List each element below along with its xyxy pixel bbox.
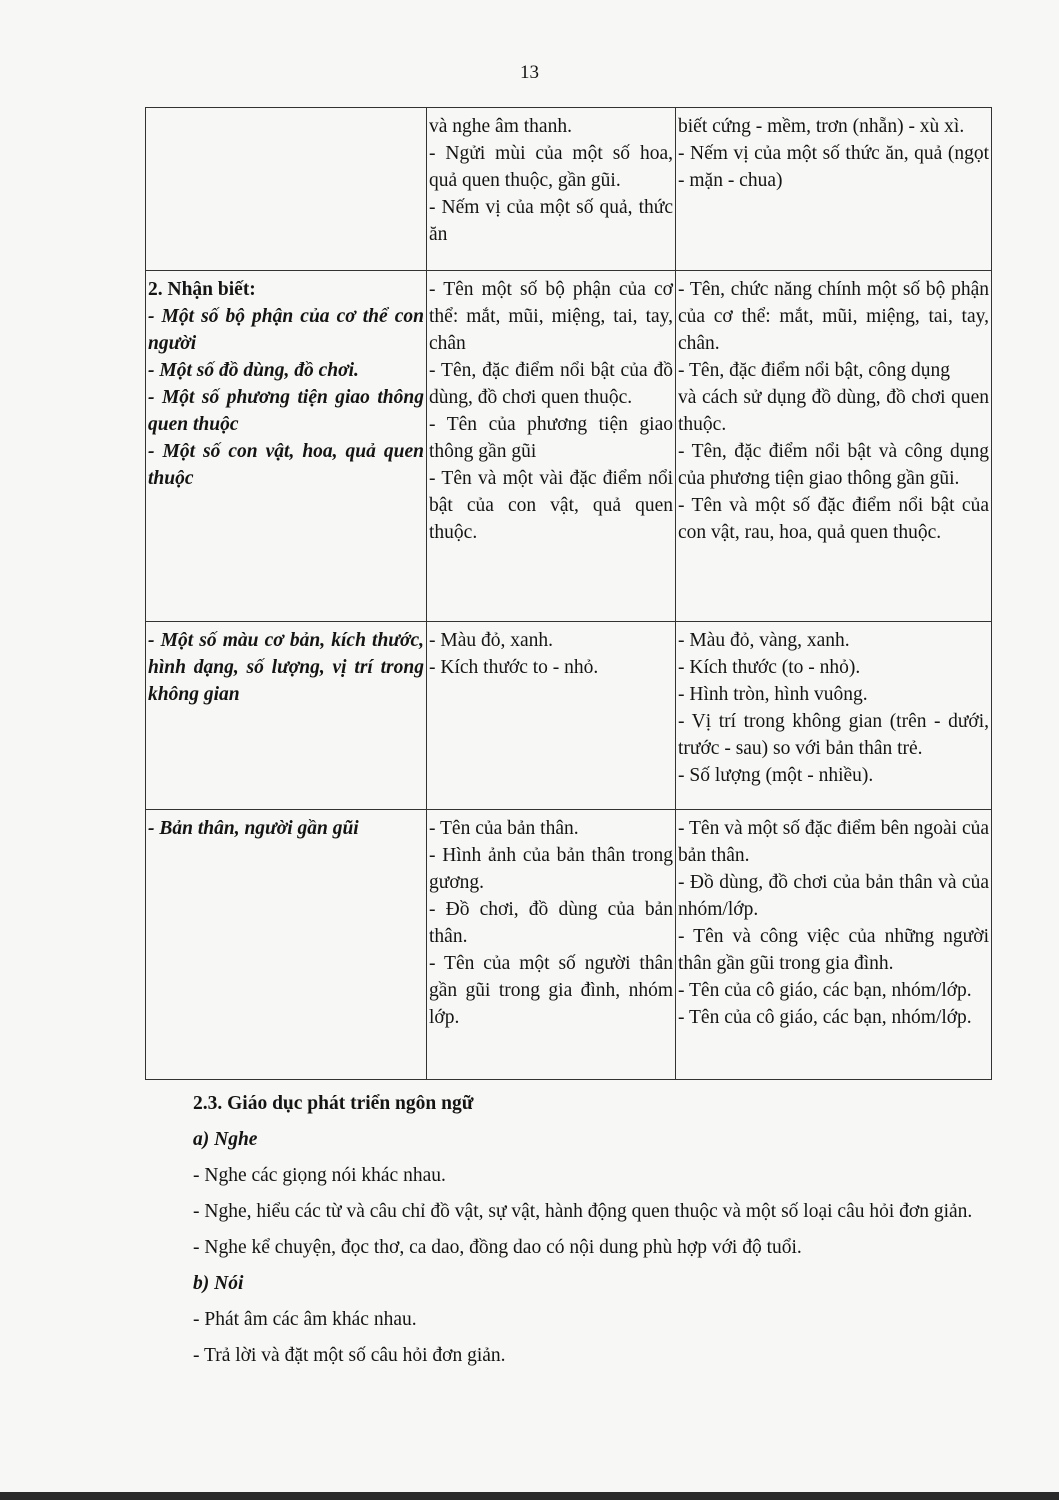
table-row	[146, 271, 992, 622]
cell-line: - Tên, đặc điểm nổi bật, công dụng	[678, 360, 951, 381]
cell-line: - Kích thước (to - nhỏ).	[678, 657, 861, 678]
cell-line: - Tên của bản thân.	[429, 818, 579, 839]
cell-line: - Tên và một số đặc điểm bên ngoài của bản thân.	[678, 818, 990, 866]
list-item: - Nghe kể chuyện, đọc thơ, ca dao, đồng dao có nội dung phù hợp với độ tuổi.	[193, 1237, 802, 1258]
cell-line: - Đồ dùng, đồ chơi của bản thân và của nhóm/lớp.	[678, 872, 989, 920]
cell-line: - Tên, đặc điểm nổi bật của đồ dùng, đồ chơi quen thuộc.	[429, 360, 673, 408]
cell-line: - Hình ảnh của bản thân trong gương.	[429, 845, 673, 893]
row2-col2	[427, 271, 676, 622]
cell-line: và nghe âm thanh.	[429, 116, 572, 137]
row1-col3	[676, 108, 992, 271]
table-row	[146, 810, 992, 1080]
row3-col2	[427, 622, 676, 810]
cell-line: - Một số đồ dùng, đồ chơi.	[148, 360, 359, 381]
list-item: - Phát âm các âm khác nhau.	[193, 1309, 417, 1330]
cell-line: - Màu đỏ, vàng, xanh.	[678, 630, 850, 651]
cell-line: - Tên một số bộ phận của cơ thể: mắt, mũi, miệng, tai, tay, chân	[429, 279, 673, 354]
cell-line: - Tên của cô giáo, các bạn, nhóm/lớp.	[678, 1007, 972, 1028]
row1-col2	[427, 108, 676, 271]
list-item: - Trả lời và đặt một số câu hỏi đơn giản.	[193, 1345, 506, 1366]
table-row	[146, 622, 992, 810]
cell-line: biết cứng - mềm, trơn (nhẵn) - xù xì.	[678, 116, 965, 137]
content-table	[145, 107, 992, 1080]
cell-line: - Màu đỏ, xanh.	[429, 630, 554, 651]
section-title: 2.3. Giáo dục phát triển ngôn ngữ	[193, 1093, 474, 1114]
cell-line: - Một số màu cơ bản, kích thước, hình dạng, số lượng, vị trí trong không gian	[148, 630, 424, 705]
row2-col3	[676, 271, 992, 622]
cell-line: - Nếm vị của một số thức ăn, quả (ngọt - mặn - chua)	[678, 143, 989, 191]
cell-line: - Một số bộ phận của cơ thể con người	[148, 306, 424, 354]
row4-col3	[676, 810, 992, 1080]
cell-line: - Tên của cô giáo, các bạn, nhóm/lớp.	[678, 980, 972, 1001]
cell-line: - Bản thân, người gần gũi	[148, 818, 359, 839]
cell-line: - Tên của phương tiện giao thông gần gũi	[429, 414, 673, 462]
row3-col1	[146, 622, 427, 810]
cell-line: - Tên và một số đặc điểm nổi bật của con vật, rau, hoa, quả quen thuộc.	[678, 495, 989, 543]
row1-col1	[146, 108, 427, 271]
cell-line: - Ngửi mùi của một số hoa, quả quen thuộc, gần gũi.	[429, 143, 673, 191]
scan-edge	[0, 1492, 1059, 1500]
list-item: - Nghe, hiểu các từ và câu chỉ đồ vật, sự vật, hành động quen thuộc và một số loại câu hỏi đơn giản.	[193, 1201, 973, 1222]
row4-col1	[146, 810, 427, 1080]
cell-line: - Tên của một số người thân gần gũi trong gia đình, nhóm lớp.	[429, 953, 673, 1028]
cell-heading: 2. Nhận biết:	[148, 279, 256, 300]
cell-line: - Số lượng (một - nhiều).	[678, 765, 874, 786]
row4-col2	[427, 810, 676, 1080]
subsection-speak: b) Nói	[193, 1273, 244, 1294]
cell-line: - Tên, đặc điểm nổi bật và công dụng của phương tiện giao thông gần gũi.	[678, 441, 989, 489]
cell-line: - Một số con vật, hoa, quả quen thuộc	[148, 441, 424, 489]
cell-line: - Kích thước to - nhỏ.	[429, 657, 599, 678]
table-row	[146, 108, 992, 271]
list-item: - Nghe các giọng nói khác nhau.	[193, 1165, 446, 1186]
cell-line: - Một số phương tiện giao thông quen thuộc	[148, 387, 424, 435]
cell-line: - Nếm vị của một số quả, thức ăn	[429, 197, 673, 245]
row2-col1	[146, 271, 427, 622]
cell-line: - Đồ chơi, đồ dùng của bản thân.	[429, 899, 673, 947]
language-section	[145, 1090, 991, 1378]
cell-line: - Hình tròn, hình vuông.	[678, 684, 868, 705]
cell-line: - Tên và một vài đặc điểm nổi bật của con vật, quả quen thuộc.	[429, 468, 673, 543]
cell-line: - Vị trí trong không gian (trên - dưới, trước - sau) so với bản thân trẻ.	[678, 711, 989, 759]
cell-line: - Tên, chức năng chính một số bộ phận của cơ thể: mắt, mũi, miệng, tai, tay, chân.	[678, 279, 989, 354]
cell-line: - Tên và công việc của những người thân gần gũi trong gia đình.	[678, 926, 989, 974]
cell-line: và cách sử dụng đồ dùng, đồ chơi quen thuộc.	[678, 387, 989, 435]
subsection-listen: a) Nghe	[193, 1129, 258, 1150]
row3-col3	[676, 622, 992, 810]
page-number: 13	[520, 62, 539, 83]
